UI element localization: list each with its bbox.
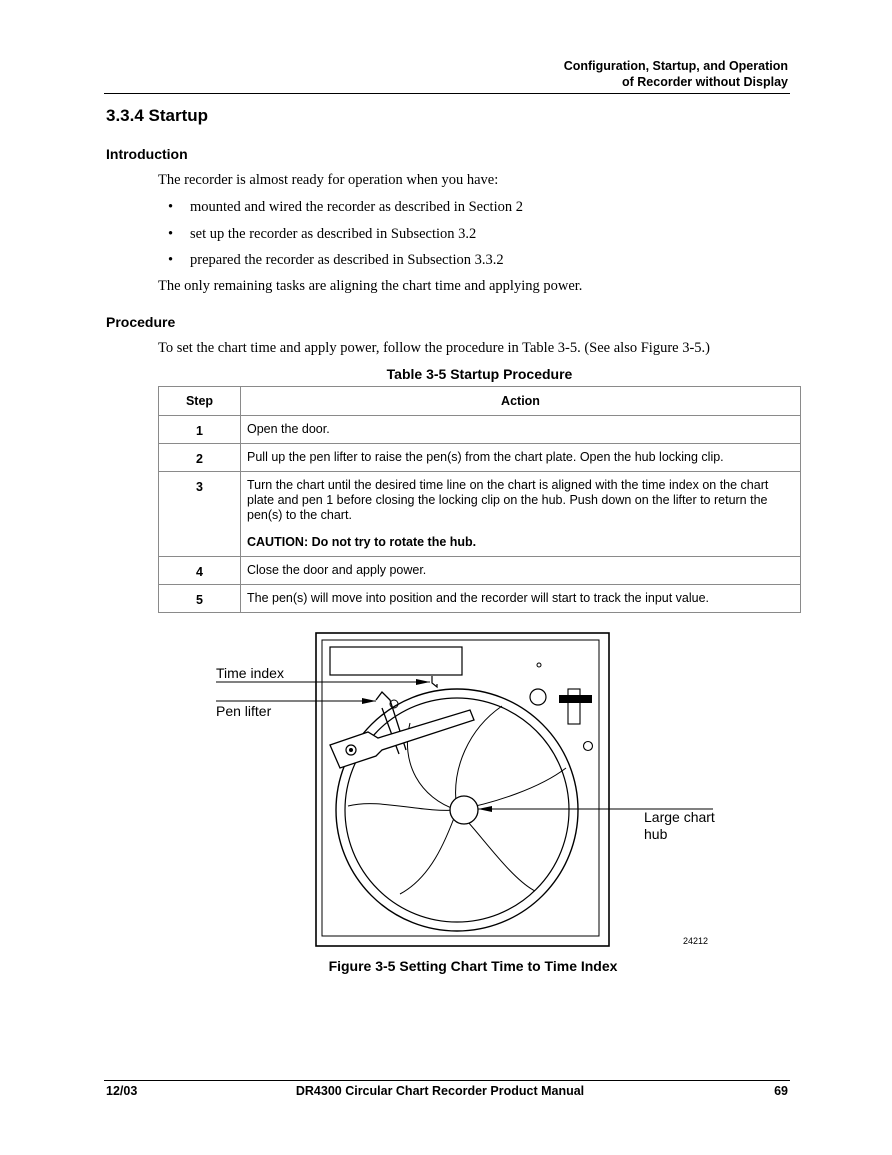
time-line xyxy=(348,804,457,811)
indicator-dot xyxy=(537,663,541,667)
bullet-text: set up the recorder as described in Subsection 3.2 xyxy=(190,226,477,242)
introduction-closing: The only remaining tasks are aligning the chart time and applying power. xyxy=(158,278,583,294)
latch-body xyxy=(568,689,580,724)
table-row xyxy=(159,557,801,585)
bullet-item xyxy=(168,199,523,216)
footer-page-number: 69 xyxy=(774,1084,788,1098)
table-row xyxy=(159,416,801,444)
time-index-mark xyxy=(432,676,437,687)
figure-caption: Figure 3-5 Setting Chart Time to Time Index xyxy=(328,958,618,974)
step-number: 3 xyxy=(159,472,241,557)
startup-procedure-table xyxy=(158,386,801,613)
pen-arm xyxy=(330,710,474,768)
label-time-index: Time index xyxy=(216,665,284,681)
hub-arrowhead xyxy=(478,806,492,812)
bullet-dot: • xyxy=(168,226,174,242)
step-number: 2 xyxy=(159,444,241,472)
bullet-item xyxy=(168,226,476,243)
drawing-number: 24212 xyxy=(683,936,709,946)
step-number: 5 xyxy=(159,585,241,613)
time-line xyxy=(400,810,457,894)
pen-arm-pivot-center xyxy=(349,748,353,752)
round-knob xyxy=(530,689,546,705)
label-hub-line1: Large chart xyxy=(644,809,715,825)
screw-hole xyxy=(584,742,593,751)
procedure-text: To set the chart time and apply power, follow the procedure in Table 3-5. (See also Figure 3-5.) xyxy=(158,340,710,356)
latch-bar xyxy=(559,695,592,703)
section-title: 3.3.4 Startup xyxy=(106,106,209,125)
chart-plate xyxy=(322,640,599,936)
introduction-lead: The recorder is almost ready for operation when you have: xyxy=(158,172,499,188)
table-header-row xyxy=(159,387,801,416)
step-number: 1 xyxy=(159,416,241,444)
pen-lifter-arrowhead xyxy=(362,698,376,704)
running-header xyxy=(564,58,788,90)
step-action: Turn the chart until the desired time line on the chart is aligned with the time index on the chart plate and pen 1 before closing the locking clip on the hub. Push down on the lifter to return the pen(s) to the chart. xyxy=(247,478,769,522)
label-large-chart-hub xyxy=(644,809,715,843)
procedure-heading: Procedure xyxy=(106,314,176,330)
footer-title: DR4300 Circular Chart Recorder Product Manual xyxy=(295,1084,585,1098)
footer-date: 12/03 xyxy=(106,1084,138,1098)
step-action: Pull up the pen lifter to raise the pen(s) from the chart plate. Open the hub locking clip. xyxy=(241,444,801,472)
table-row xyxy=(159,472,801,557)
chart-hub xyxy=(450,796,478,824)
header-rule xyxy=(104,93,790,94)
step-number: 4 xyxy=(159,557,241,585)
label-hub-line2: hub xyxy=(644,826,668,842)
bullet-text: prepared the recorder as described in Subsection 3.3.2 xyxy=(190,252,504,268)
caution-note: CAUTION: Do not try to rotate the hub. xyxy=(247,535,477,549)
introduction-heading: Introduction xyxy=(106,146,188,162)
column-header-step: Step xyxy=(159,387,241,416)
table-caption: Table 3-5 Startup Procedure xyxy=(386,366,573,382)
display-window xyxy=(330,647,462,675)
bullet-text: mounted and wired the recorder as described in Section 2 xyxy=(190,199,523,215)
footer-rule xyxy=(104,1080,790,1081)
running-header-line2: of Recorder without Display xyxy=(622,75,788,89)
bullet-dot: • xyxy=(168,199,174,215)
table-row xyxy=(159,585,801,613)
step-action: Close the door and apply power. xyxy=(241,557,801,585)
outer-frame xyxy=(316,633,609,946)
column-header-action: Action xyxy=(241,387,801,416)
bullet-dot: • xyxy=(168,252,174,268)
time-index-arrowhead xyxy=(416,679,430,685)
running-header-line1: Configuration, Startup, and Operation xyxy=(563,59,788,73)
step-action: The pen(s) will move into position and the recorder will start to track the input value. xyxy=(241,585,801,613)
table-row xyxy=(159,444,801,472)
bullet-item xyxy=(168,252,504,269)
step-action-cell xyxy=(241,472,801,557)
step-action: Open the door. xyxy=(241,416,801,444)
label-pen-lifter: Pen lifter xyxy=(216,703,272,719)
